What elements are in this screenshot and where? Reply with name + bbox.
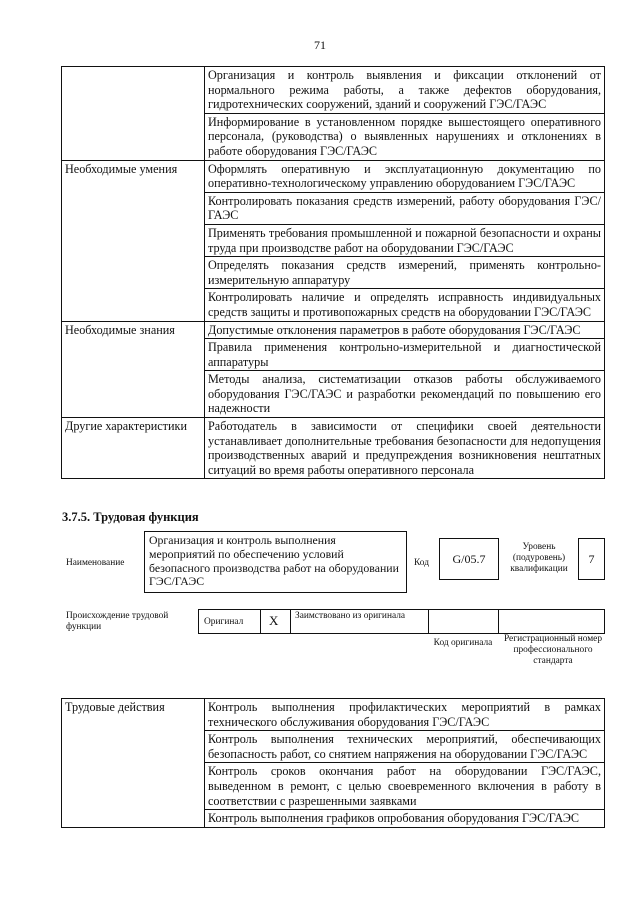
table-row — [62, 321, 605, 339]
table-row — [62, 160, 605, 192]
row-label-knowledge: Необходимые знания — [62, 321, 205, 418]
list-item: Информирование в установленном порядке вышестоящего оперативного персонала, (руководства) о выявленных нарушениях и отклонениях в работе оборудования ГЭС/ГАЭС — [205, 113, 605, 160]
row-label-actions: Трудовые действия — [62, 699, 205, 828]
code-label: Код — [414, 558, 429, 568]
list-item: Контроль выполнения технических мероприятий, обеспечивающих безопасность работ, со снятием напряжения на оборудовании ГЭС/ГАЭС — [205, 731, 605, 763]
level-label: Уровень (подуровень) квалификации — [510, 542, 568, 574]
table-row — [62, 699, 605, 731]
list-item: Правила применения контрольно-измерительной и диагностической аппаратуры — [205, 339, 605, 371]
origin-strip — [198, 609, 605, 634]
function-name-box: Организация и контроль выполнения мероприятий по обеспечению условий безопасного производства работ на оборудовании ГЭС/ГАЭС — [144, 531, 407, 593]
row-label-other: Другие характеристики — [62, 418, 205, 479]
list-item: Оформлять оперативную и эксплуатационную документацию по оперативно-технологическому управлению оборудованием ГЭС/ГАЭС — [205, 160, 605, 192]
list-item: Применять требования промышленной и пожарной безопасности и охраны труда при производстве работ на оборудовании ГЭС/ГАЭС — [205, 224, 605, 256]
page-number: 71 — [314, 38, 326, 52]
code-value-box: G/05.7 — [439, 538, 499, 580]
list-item: Контроль выполнения профилактических мероприятий в рамках технического обслуживания оборудования ГЭС/ГАЭС — [205, 699, 605, 731]
list-item: Контроль сроков окончания работ на оборудовании ГЭС/ГАЭС, выведенном в ремонт, с целью своевременного включения в работу в соответствии с разрешенными заявками — [205, 763, 605, 810]
original-mark-cell — [261, 610, 291, 633]
list-item: Контролировать наличие и определять исправность индивидуальных средств защиты и противопожарных средств на оборудовании ГЭС/ГАЭС — [205, 289, 605, 321]
level-value-box: 7 — [578, 538, 605, 580]
list-item: Контроль выполнения графиков опробования оборудования ГЭС/ГАЭС — [205, 810, 605, 828]
list-item: Определять показания средств измерений, применять контрольно-измерительную аппаратуру — [205, 257, 605, 289]
code-original-label: Код оригинала — [433, 638, 493, 648]
list-item: Методы анализа, систематизации отказов работы обслуживаемого оборудования ГЭС/ГАЭС и разработки рекомендаций по повышению его надежности — [205, 371, 605, 418]
row-label-skills: Необходимые умения — [62, 160, 205, 321]
borrowed-cell — [291, 610, 429, 633]
skills-knowledge-table — [61, 66, 605, 479]
name-label: Наименование — [66, 558, 125, 568]
table-row — [62, 418, 605, 479]
origin-label: Происхождение трудовой функции — [66, 611, 169, 632]
registration-number-label: Регистрационный номер профессионального стандарта — [503, 634, 603, 666]
borrowed-label: Заимствовано из оригинала — [295, 611, 406, 621]
list-item: Работодатель в зависимости от специфики своей деятельности устанавливает дополнительные требования безопасности для недопущения производственных аварий и предупреждения возникновения нештатных ситуаций во время работы оперативного персонала — [205, 418, 605, 479]
section-title: 3.7.5. Трудовая функция — [62, 510, 199, 524]
row-label — [62, 67, 205, 161]
list-item: Организация и контроль выявления и фиксации отклонений от нормального режима работы, а также дефектов оборудования, гидротехнических сооружений, зданий и сооружений ГЭС/ГАЭС — [205, 67, 605, 114]
original-label: Оригинал — [204, 617, 244, 627]
code-original-cell — [429, 610, 499, 633]
list-item: Допустимые отклонения параметров в работе оборудования ГЭС/ГАЭС — [205, 321, 605, 339]
original-cell — [199, 610, 261, 633]
original-mark: X — [269, 613, 279, 628]
labor-actions-table — [61, 698, 605, 828]
list-item: Контролировать показания средств измерений, работу оборудования ГЭС/ГАЭС — [205, 192, 605, 224]
table-row — [62, 67, 605, 114]
